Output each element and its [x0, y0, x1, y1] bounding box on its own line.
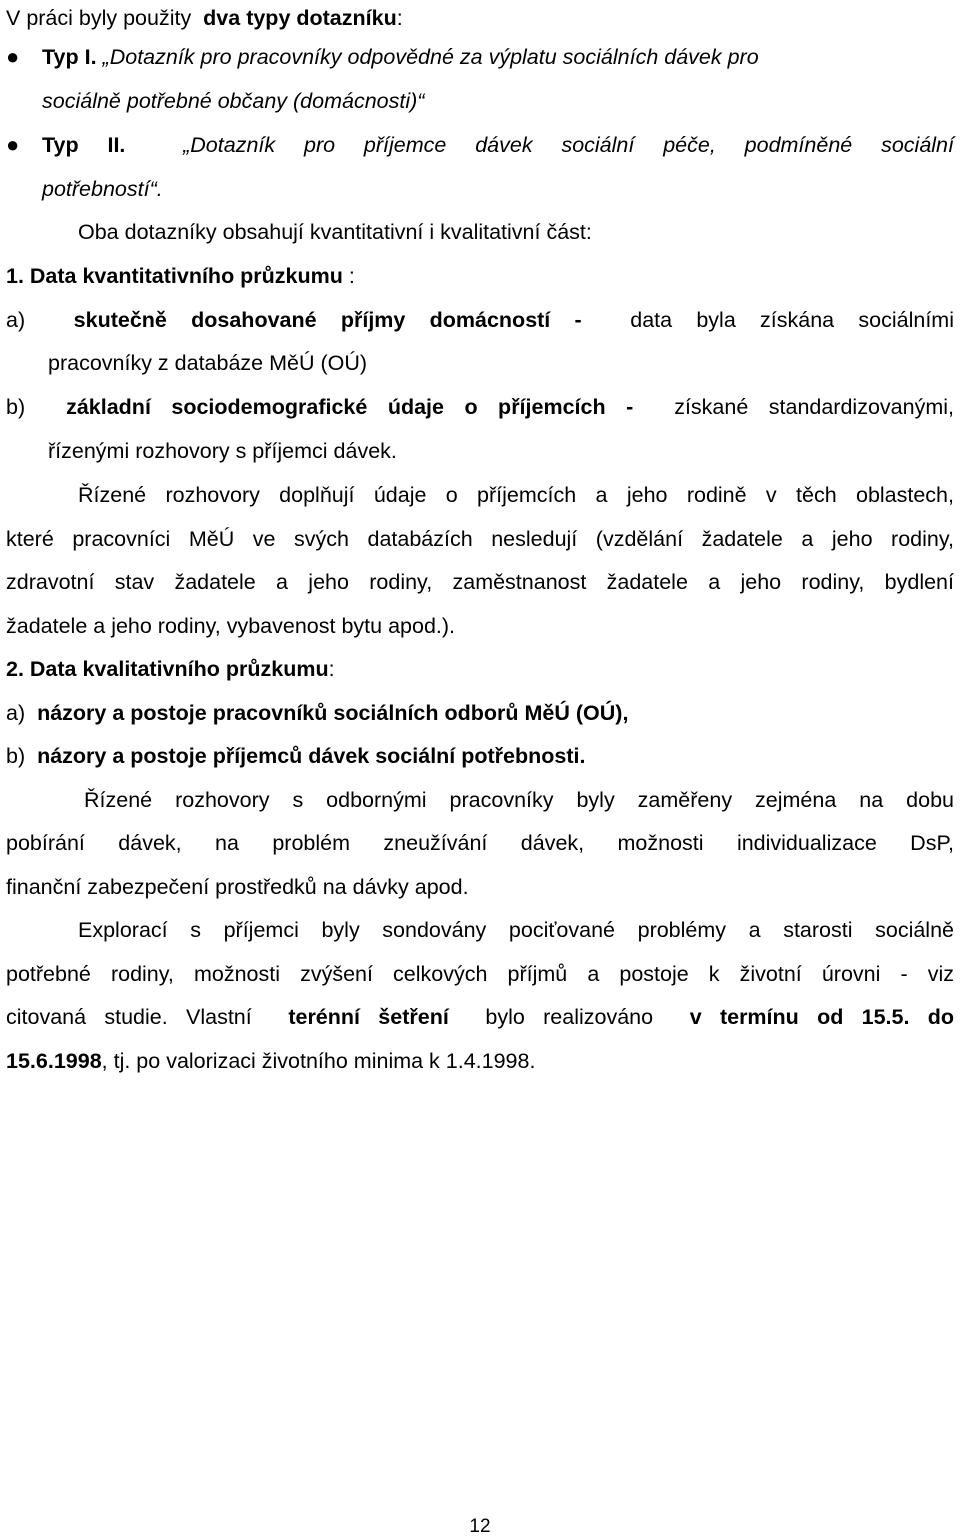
page-number: 12: [469, 1516, 491, 1537]
para2-text-end: , tj. po valorizaci životního minima k 1.4.1998.: [101, 1049, 536, 1073]
section2-para2-line1: Explorací s příjemci byly sondovány pociťované problémy a starosti sociálně: [78, 918, 954, 942]
intro-text: V práci byly použity: [6, 6, 192, 30]
section1-para-line2: které pracovníci MěÚ ve svých databázích nesledují (vzdělání žadatele a jeho rodiny,: [6, 527, 954, 551]
item-a-prefix: a): [6, 701, 26, 725]
section1-item-a-line1: [6, 307, 954, 333]
section1-title: 1. Data kvantitativního průzkumu: [6, 264, 343, 288]
item-b-bold: názory a postoje příjemců dávek sociální potřebnosti.: [37, 744, 586, 768]
section2-para2-line4: [6, 1048, 954, 1074]
para2-bold-date: v termínu od 15.5. do: [689, 1005, 955, 1029]
section2-para1-line3: finanční zabezpečení prostředků na dávky apod.: [6, 875, 469, 899]
type1-line2: sociálně potřebné občany (domácnosti)“: [42, 89, 425, 113]
type1-line1: [42, 44, 954, 70]
intro-line: [6, 5, 954, 31]
bullet-icon: ●: [6, 44, 20, 69]
section1-item-b-line1: [6, 394, 954, 420]
intro-colon: :: [396, 6, 403, 30]
section2-para2-line3: [6, 1004, 954, 1030]
type1-title: „Dotazník pro pracovníky odpovědné za výplatu sociálních dávek pro: [102, 45, 759, 69]
item-a-prefix: a): [6, 308, 26, 332]
item-a-bold: skutečně dosahované příjmy domácností -: [73, 308, 582, 332]
item-a-text: data byla získána sociálními: [630, 308, 954, 332]
section2-colon: :: [328, 657, 335, 681]
section2-para2-line2: potřebné rodiny, možnosti zvýšení celkových příjmů a postoje k životní úrovni - viz: [6, 962, 954, 986]
section2-item-a: [6, 700, 954, 726]
type1-label: Typ I.: [42, 45, 97, 69]
section2-heading: [6, 656, 954, 682]
type2-label: Typ II.: [42, 133, 126, 157]
section2-para1-line1: Řízené rozhovory s odbornými pracovníky byly zaměřeny zejména na dobu: [84, 788, 954, 812]
section1-item-b-line2: řízenými rozhovory s příjemci dávek.: [48, 439, 397, 463]
section1-para-line1: Řízené rozhovory doplňují údaje o příjemcích a jeho rodině v těch oblastech,: [78, 483, 954, 507]
type2-line2: potřebností“.: [42, 177, 163, 201]
item-b-text: získané standardizovanými,: [674, 395, 954, 419]
section2-item-b: [6, 743, 954, 769]
section1-colon: :: [342, 264, 355, 288]
section1-heading: [6, 263, 954, 289]
item-a-bold: názory a postoje pracovníků sociálních odborů MěÚ (OÚ),: [37, 701, 629, 725]
para2-bold-end-date: 15.6.1998: [6, 1049, 102, 1073]
para2-bold-term: terénní šetření: [288, 1005, 449, 1029]
item-b-bold: základní sociodemografické údaje o příjemcích -: [66, 395, 634, 419]
section1-para-line4: žadatele a jeho rodiny, vybavenost bytu apod.).: [6, 614, 456, 638]
section2-para1-line2: pobírání dávek, na problém zneužívání dávek, možnosti individualizace DsP,: [6, 831, 954, 855]
bullet-icon: ●: [6, 132, 20, 157]
item-b-prefix: b): [6, 395, 26, 419]
section2-title: 2. Data kvalitativního průzkumu: [6, 657, 329, 681]
section1-item-a-line2: pracovníky z databáze MěÚ (OÚ): [48, 351, 368, 375]
intro-bold: dva typy dotazníku: [203, 6, 397, 30]
both-note: Oba dotazníky obsahují kvantitativní i kvalitativní část:: [78, 220, 592, 244]
type2-line1: [42, 132, 954, 158]
type2-title: „Dotazník pro příjemce dávek sociální péče, podmíněné sociální: [183, 133, 954, 157]
item-b-prefix: b): [6, 744, 26, 768]
para2-text-c: bylo realizováno: [485, 1005, 654, 1029]
para2-text-a: citovaná studie. Vlastní: [6, 1005, 252, 1029]
section1-para-line3: zdravotní stav žadatele a jeho rodiny, zaměstnanost žadatele a jeho rodiny, bydlení: [6, 570, 954, 594]
